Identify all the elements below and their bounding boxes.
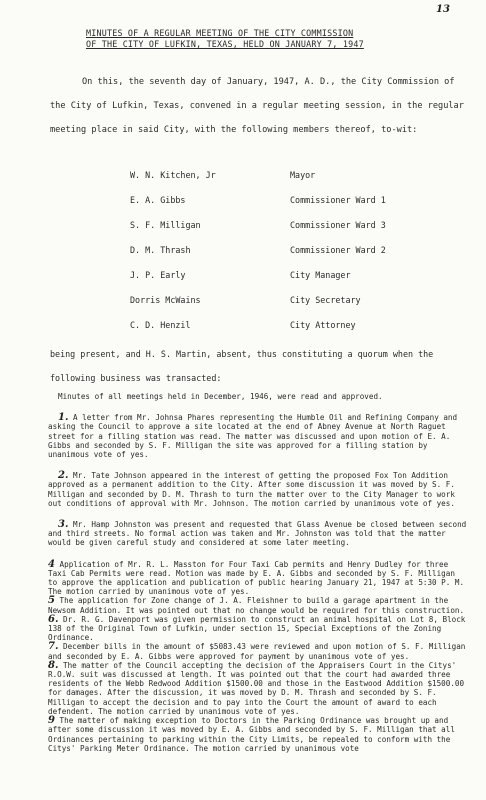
minutes-item xyxy=(48,520,468,548)
intro-text: On this, the seventh day of January, 1947, A. D., the City Commission of the City of Lufkin, Texas, convened in a regular meeting session, in the regular meeting place in said City, with the following members thereof, to-wit: xyxy=(50,77,464,135)
item-text: A letter from Mr. Johnsa Phares representing the Humble Oil and Refining Company and asking the Council to approve a site located at the end of Abney Avenue at North Raguet street for a filling station was read. The matter was discussed and upon motion of E. A. Gibbs and seconded by S. F. Milligan the site was approved for a filling station by unanimous vote of yes. xyxy=(48,413,458,460)
item-text: The matter of the Council accepting the decision of the Appraisers Court in the Citys' R.O.W. suit was discussed at length. It was pointed out that the court had awarded three residents of the Webb Redwood Addition $1500.00 and those in the Eastwood Addition $1500.00 for damages. After the discussion, it was moved by D. M. Thrash and seconded by S. F. Milligan to accept the decision and to pay into the Court the amount of award to each defendent. The motion carried by unanimous vote of yes. xyxy=(48,660,465,716)
minutes-item xyxy=(48,716,468,753)
minutes-item xyxy=(48,392,468,401)
item-text: The matter of making exception to Doctors in the Parking Ordinance was brought up and after some discussion it was moved by E. A. Gibbs and seconded by S. F. Milligan that all Ordinances pertaining to parking within the City Limits, be repealed to conform with the Citys' Parking Meter Ordinance. The motion carried by unanimous vote xyxy=(48,716,455,753)
member-name: E. A. Gibbs xyxy=(130,194,186,205)
minutes-item xyxy=(48,596,468,614)
member-role: Mayor xyxy=(290,169,316,180)
member-name: J. P. Early xyxy=(130,269,186,280)
member-role: City Manager xyxy=(290,269,351,280)
member-row xyxy=(130,187,460,212)
member-role: Commissioner Ward 1 xyxy=(290,194,386,205)
members-list xyxy=(130,162,460,337)
member-row xyxy=(130,287,460,312)
minutes-item xyxy=(48,471,468,508)
member-row xyxy=(130,262,460,287)
item-text: Mr. Tate Johnson appeared in the interest of getting the proposed Fox Ton Addition approved as a permanent addition to the City. After some discussion it was moved by S. F. Milligan and seconded by D. M. Thrash to turn the matter over to the City Manager to work out conditions of approval with Mr. Johnson. The motion carried by unanimous vote of yes. xyxy=(48,471,455,508)
member-role: Commissioner Ward 2 xyxy=(290,244,386,255)
title-line-1: MINUTES OF A REGULAR MEETING OF THE CITY COMMISSION xyxy=(86,28,354,38)
member-row xyxy=(130,162,460,187)
member-role: Commissioner Ward 3 xyxy=(290,219,386,230)
member-role: City Secretary xyxy=(290,294,361,305)
item-text: The application for Zone change of J. A. Fleishner to build a garage apartment in the Newsom Addition. It was pointed out that no change would be required for this construction. xyxy=(48,596,465,615)
minutes-item xyxy=(48,661,468,716)
item-text: Mr. Hamp Johnston was present and requested that Glass Avenue be closed between second and third streets. No formal action was taken and Mr. Johnston was told that the matter would be given careful study and considered at some later meeting. xyxy=(48,520,467,548)
item-marker: 2. xyxy=(58,470,69,482)
item-marker: 6. xyxy=(48,613,59,625)
item-marker: 8. xyxy=(48,659,59,671)
item-text: Application of Mr. R. L. Masston for Four Taxi Cab permits and Henry Dudley for three Taxi Cab Permits were read. Motion was made by E. A. Gibbs and seconded by S. F. Milligan to approve the application and publication of public hearing January 21, 1947 at 5:30 P. M. The motion carried by unanimous vote of yes. xyxy=(48,559,465,597)
member-name: Dorris McWains xyxy=(130,294,201,305)
minutes-item xyxy=(48,642,468,660)
member-role: City Attorney xyxy=(290,319,356,330)
member-name: S. F. Milligan xyxy=(130,219,201,230)
item-marker: 7. xyxy=(48,641,59,653)
intro-paragraph xyxy=(50,70,470,142)
quorum-text: being present, and H. S. Martin, absent, thus constituting a quorum when the following business was transacted: xyxy=(50,349,434,383)
item-text: Dr. R. G. Davenport was given permission to construct an animal hospital on Lot 8, Block 138 of the Original Town of Lufkin, under section 15, Special Exceptions of the Zoning Ordinance. xyxy=(48,614,466,643)
minutes-body xyxy=(48,392,468,753)
member-name: W. N. Kitchen, Jr xyxy=(130,169,216,180)
item-text: December bills in the amount of $5083.43 were reviewed and upon motion of S. F. Milligan and seconded by E. A. Gibbs were approved for payment by unanimous vote of yes. xyxy=(48,642,466,661)
member-name: D. M. Thrash xyxy=(130,244,191,255)
item-marker: 9 xyxy=(48,715,55,727)
item-text: Minutes of all meetings held in December, 1946, were read and approved. xyxy=(58,392,383,401)
minutes-item xyxy=(48,413,468,459)
item-marker: 3. xyxy=(58,519,69,531)
member-row xyxy=(130,212,460,237)
item-marker: 5 xyxy=(48,595,55,607)
document-title xyxy=(86,28,466,50)
minutes-item xyxy=(48,560,468,597)
quorum-paragraph xyxy=(50,342,470,390)
member-name: C. D. Henzil xyxy=(130,319,191,330)
item-marker: 4 xyxy=(48,558,55,570)
minutes-item xyxy=(48,615,468,643)
item-marker: 1. xyxy=(58,412,69,424)
title-line-2: OF THE CITY OF LUFKIN, TEXAS, HELD ON JANUARY 7, 1947 xyxy=(86,39,364,49)
member-row xyxy=(130,312,460,337)
page-number: 13 xyxy=(436,4,450,15)
member-row xyxy=(130,237,460,262)
